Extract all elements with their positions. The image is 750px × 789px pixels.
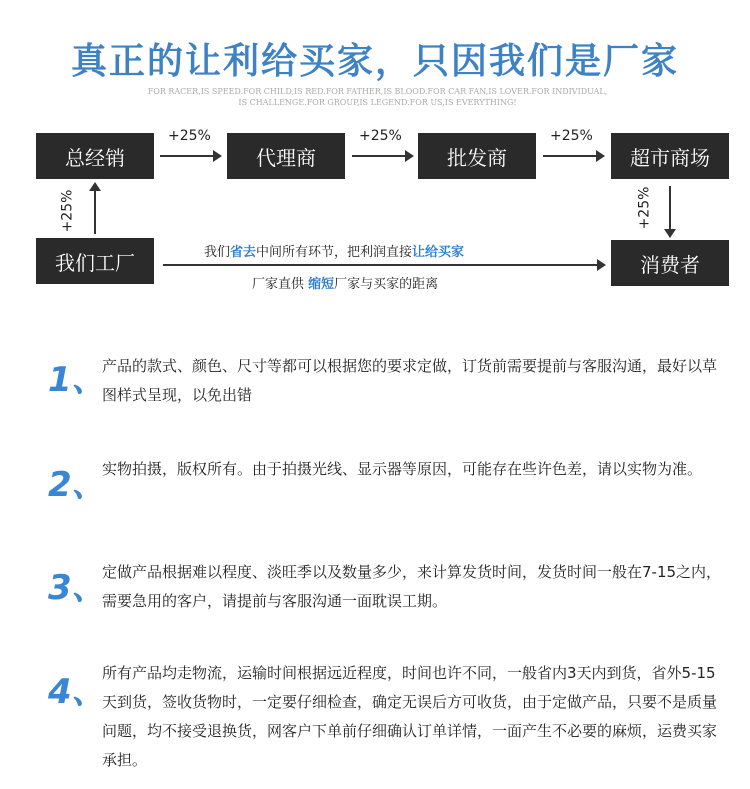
item-text: 所有产品均走物流，运输时间根据远近程度，时间也许不同，一般省内3天内到货，省外5-15天到货，签收货物时，一定要仔细检查，确定无误后方可收货，由于定做产品，只要不是质量问题，均不接受退换货，网客户下单前仔细确认订单详情，一面产生不必要的麻烦，运费买家承担。: [102, 664, 718, 769]
note-text: 厂家与买家的距离: [334, 277, 439, 292]
page-title: 真正的让利给买家，只因我们是厂家: [70, 41, 679, 82]
subtitle-line: FOR RACER,IS SPEED.FOR CHILD,IS RED.FOR FATHER,IS BLOOD.FOR CAR FAN,IS LOVER.FOR INDIVIDUAL,: [147, 87, 608, 96]
arrow-right-icon: [163, 264, 599, 266]
box-distributor: 总经销: [36, 133, 154, 179]
markup-label: +25%: [168, 128, 211, 144]
note-highlight: 缩短: [308, 277, 335, 292]
arrow-right-icon: [160, 155, 215, 157]
item-number: 4、: [48, 672, 106, 712]
page-subtitle: [105, 86, 650, 108]
markup-label: +25%: [636, 186, 653, 230]
flow-note-2: [252, 273, 438, 292]
box-consumer: 消费者: [611, 240, 729, 286]
box-agent: 代理商: [227, 133, 345, 179]
arrow-right-icon: [543, 155, 598, 157]
markup-label: +25%: [359, 128, 402, 144]
arrow-right-icon: [352, 155, 407, 157]
box-factory: 我们工厂: [36, 238, 154, 284]
markup-label: +25%: [550, 128, 593, 144]
arrow-down-icon: [669, 186, 671, 230]
markup-label: +25%: [59, 189, 76, 233]
note-text: 厂家直供: [252, 277, 309, 292]
item-number: 3、: [48, 568, 106, 608]
flow-note-1: [204, 241, 464, 260]
arrow-up-icon: [94, 190, 96, 234]
box-wholesaler: 批发商: [418, 133, 536, 179]
note-text: 我们: [204, 245, 231, 260]
note-highlight: 让给买家: [412, 245, 465, 260]
note-text: 中间所有环节，把利润直接: [256, 245, 413, 260]
item-text: 产品的款式、颜色、尺寸等都可以根据您的要求定做，订货前需要提前与客服沟通，最好以草图样式呈现，以免出错: [102, 357, 718, 404]
item-number: 1、: [48, 360, 106, 400]
item-text: 定做产品根据难以程度、淡旺季以及数量多少，来计算发货时间，发货时间一般在7-15之内，需要急用的客户，请提前与客服沟通一面耽误工期。: [102, 563, 722, 610]
item-number: 2、: [48, 465, 106, 505]
subtitle-line: IS CHALLENGE.FOR GROUP,IS LEGEND.FOR US,IS EVERYTHING!: [238, 98, 517, 107]
box-supermarket: 超市商场: [611, 133, 729, 179]
item-text: 实物拍摄，版权所有。由于拍摄光线、显示器等原因，可能存在些许色差，请以实物为准。: [102, 460, 703, 478]
note-highlight: 省去: [230, 245, 257, 260]
